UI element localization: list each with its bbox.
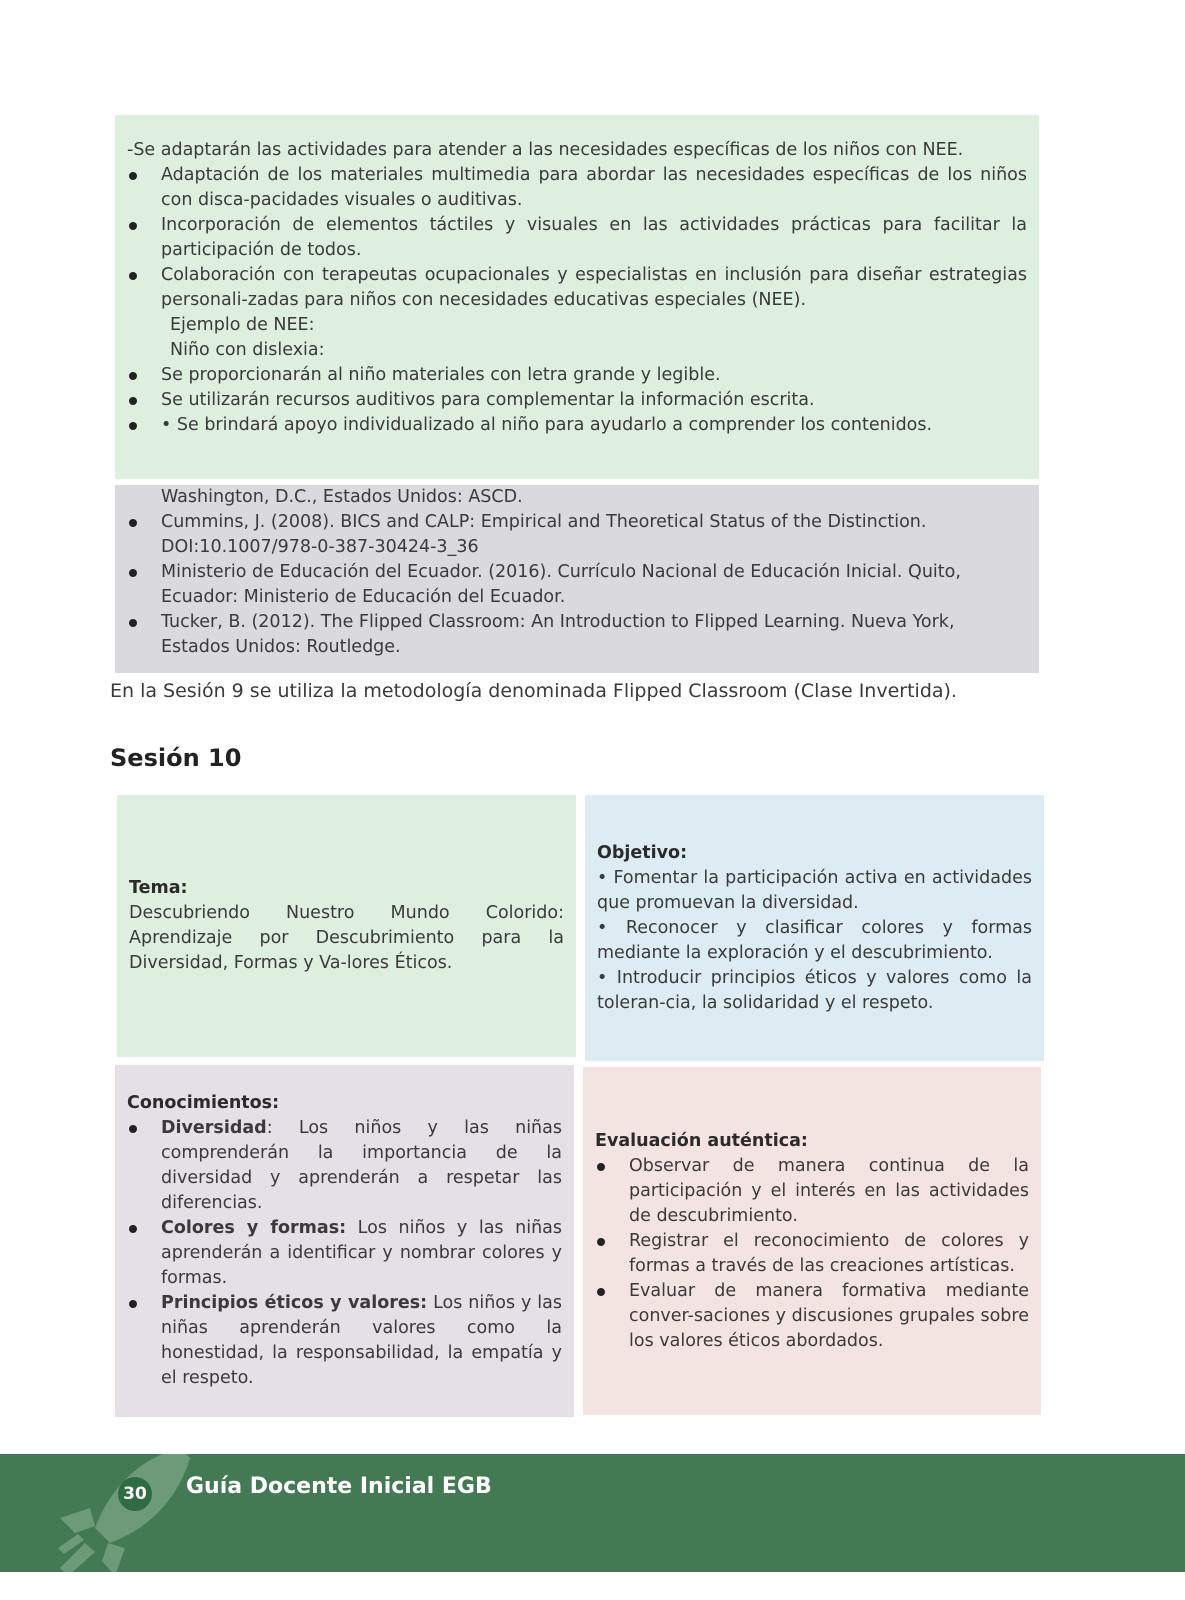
term-text: Los niños y las niñas aprenderán valores como la honestidad, la responsabilidad, la empatía y el respeto. (161, 1293, 562, 1388)
term-colores-formas: Colores y formas: (161, 1218, 347, 1238)
evaluacion-box (583, 1067, 1041, 1415)
list-item: Colaboración con terapeutas ocupacionales y especialistas en inclusión para diseñar estrategias personali-zadas para niños con necesidades educativas especiales (NEE). (127, 263, 1027, 313)
nee-example-list (127, 363, 1027, 438)
list-item (127, 1291, 562, 1391)
objetivo-box (585, 795, 1044, 1061)
session-intro-text: En la Sesión 9 se utiliza la metodología denominada Flipped Classroom (Clase Invertida). (110, 680, 957, 702)
list-item: Registrar el reconocimiento de colores y formas a través de las creaciones artísticas. (595, 1229, 1029, 1279)
objetivo-item: • Introducir principios éticos y valores como la toleran-cia, la solidaridad y el respeto. (597, 967, 1032, 1013)
nee-example-case: Niño con dislexia: (170, 340, 325, 360)
reference-item: Cummins, J. (2008). BICS and CALP: Empirical and Theoretical Status of the Distinction. DOI:10.1007/978-0-387-30424-3_36 (127, 510, 1027, 560)
list-item: Se utilizarán recursos auditivos para complementar la información escrita. (127, 388, 1027, 413)
reference-item: Ministerio de Educación del Ecuador. (2016). Currículo Nacional de Educación Inicial. Quito, Ecuador: Ministerio de Educación del Ecuador. (127, 560, 1027, 610)
references-list (127, 510, 1027, 660)
list-item (127, 1116, 562, 1216)
references-box (115, 485, 1039, 673)
term-diversidad: Diversidad (161, 1118, 267, 1138)
reference-item: Tucker, B. (2012). The Flipped Classroom: An Introduction to Flipped Learning. Nueva York, Estados Unidos: Routledge. (127, 610, 1027, 660)
objetivo-item: • Reconocer y clasificar colores y formas mediante la exploración y el descubrimiento. (597, 917, 1032, 963)
list-item: Adaptación de los materiales multimedia para abordar las necesidades específicas de los niños con disca-pacidades visuales o auditivas. (127, 163, 1027, 213)
nee-intro: -Se adaptarán las actividades para atender a las necesidades específicas de los niños con NEE. (127, 140, 964, 160)
session-title: Sesión 10 (110, 744, 242, 772)
nee-example-label: Ejemplo de NEE: (170, 315, 315, 335)
page-footer (0, 1454, 1185, 1572)
conocimientos-label: Conocimientos: (127, 1093, 280, 1113)
conocimientos-box (115, 1065, 574, 1417)
tema-box (117, 795, 576, 1057)
page-number: 30 (118, 1477, 152, 1511)
conocimientos-list (127, 1116, 562, 1391)
rocket-icon (50, 1454, 190, 1572)
tema-label: Tema: (129, 878, 188, 898)
list-item: Observar de manera continua de la participación y el interés en las actividades de descubrimiento. (595, 1154, 1029, 1229)
nee-adaptations-box (115, 115, 1039, 479)
list-item: • Se brindará apoyo individualizado al niño para ayudarlo a comprender los contenidos. (127, 413, 1027, 438)
term-text: Los niños y las niñas aprenderán a identificar y nombrar colores y formas. (161, 1218, 562, 1288)
reference-partial-line: Washington, D.C., Estados Unidos: ASCD. (161, 487, 523, 507)
footer-title: Guía Docente Inicial EGB (186, 1474, 492, 1499)
evaluacion-label: Evaluación auténtica: (595, 1130, 808, 1151)
tema-text: Descubriendo Nuestro Mundo Colorido: Aprendizaje por Descubrimiento para la Diversidad, Formas y Va-lores Éticos. (129, 903, 564, 973)
list-item: Incorporación de elementos táctiles y visuales en las actividades prácticas para facilitar la participación de todos. (127, 213, 1027, 263)
evaluacion-list (595, 1154, 1029, 1354)
list-item (127, 1216, 562, 1291)
list-item: Evaluar de manera formativa mediante conver-saciones y discusiones grupales sobre los valores éticos abordados. (595, 1279, 1029, 1354)
term-text: : Los niños y las niñas comprenderán la importancia de la diversidad y aprenderán a respetar las diferencias. (161, 1118, 562, 1213)
list-item: Se proporcionarán al niño materiales con letra grande y legible. (127, 363, 1027, 388)
objetivo-label: Objetivo: (597, 842, 688, 863)
term-principios-eticos: Principios éticos y valores: (161, 1293, 428, 1313)
nee-list (127, 163, 1027, 313)
objetivo-item: • Fomentar la participación activa en actividades que promuevan la diversidad. (597, 867, 1032, 913)
